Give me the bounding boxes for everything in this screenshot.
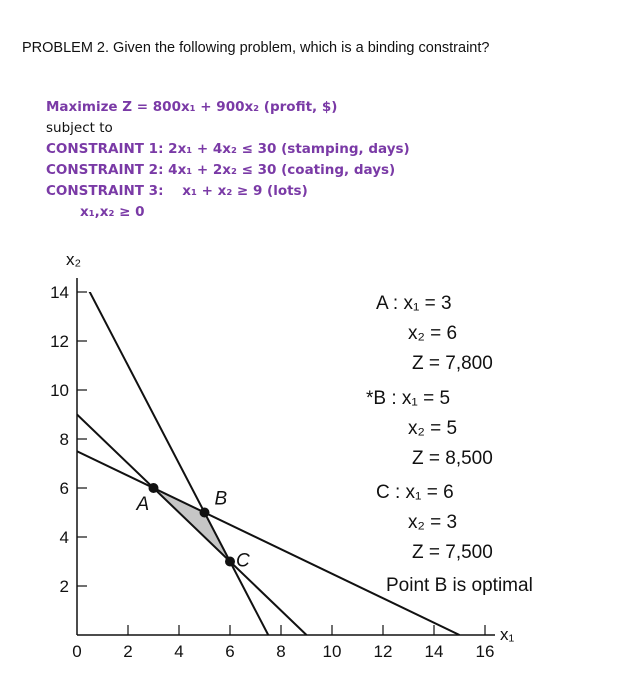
point-c-x2: x₂ = 3 [408,512,458,533]
x-tick-label: 6 [225,642,235,661]
corner-point-a [149,483,159,493]
constraint-1: CONSTRAINT 1: 2x₁ + 4x₂ ≤ 30 (stamping, days) [46,141,410,157]
x-tick-label: 10 [322,642,342,661]
solution-annotations [366,293,533,596]
y-axis-label: x₂ [66,250,82,269]
x-tick-label: 2 [123,642,133,661]
corner-point-b [200,508,210,518]
y-tick-label: 2 [59,577,69,596]
x-tick-label: 16 [475,642,495,661]
y-tick-label: 8 [59,430,69,449]
y-tick-label: 14 [50,283,69,302]
point-a-z: Z = 7,800 [412,353,493,374]
constraint-2: CONSTRAINT 2: 4x₁ + 2x₂ ≤ 30 (coating, days) [46,162,396,178]
optimal-note: Point B is optimal [386,575,533,596]
y-tick-label: 10 [50,381,69,400]
x-tick-label: 14 [424,642,444,661]
point-a-x2: x₂ = 6 [408,323,458,344]
x-tick-label: 8 [276,642,286,661]
corner-point-label-b: B [214,488,228,510]
point-c-x1: C : x₁ = 6 [376,482,454,503]
point-b-x2: x₂ = 5 [408,418,458,439]
y-tick-label: 6 [59,479,69,498]
nonnegativity-constraint: x₁,x₂ ≥ 0 [80,204,145,220]
subject-to-label: subject to [46,120,113,136]
constraint-line-1 [77,451,460,635]
problem-title: PROBLEM 2. Given the following problem, which is a binding constraint? [22,40,490,56]
objective-function: Maximize Z = 800x₁ + 900x₂ (profit, $) [46,99,338,115]
x-tick-label: 0 [72,642,82,661]
x-tick-label: 12 [373,642,393,661]
point-b-x1: *B : x₁ = 5 [366,388,451,409]
corner-point-label-a: A [136,494,150,515]
x-tick-label: 4 [174,642,184,661]
point-c-z: Z = 7,500 [412,542,493,563]
constraint-3: CONSTRAINT 3: x₁ + x₂ ≥ 9 (lots) [46,183,308,199]
y-tick-label: 12 [50,332,69,351]
y-tick-label: 4 [59,528,69,547]
corner-point-label-c: C [236,550,250,572]
constraint-line-2 [77,268,268,636]
x-axis-label: x₁ [500,625,515,644]
point-b-z: Z = 8,500 [412,448,493,469]
constraint-line-3 [77,415,307,636]
point-a-x1: A : x₁ = 3 [376,293,452,314]
corner-point-c [225,557,235,567]
